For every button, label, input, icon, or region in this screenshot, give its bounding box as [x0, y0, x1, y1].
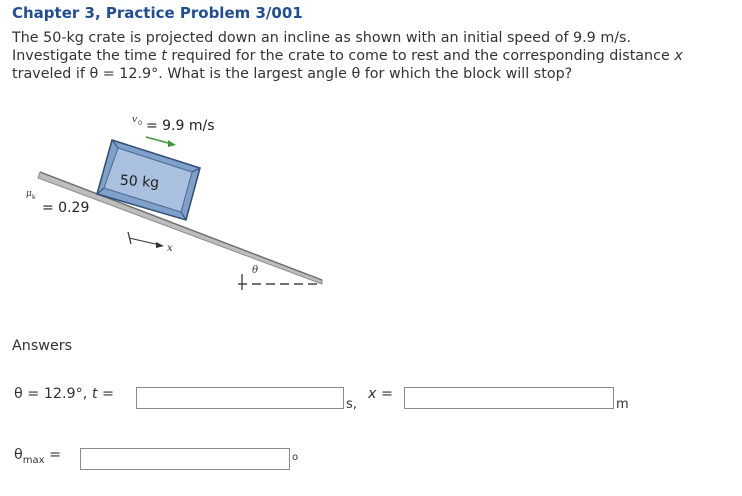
- x-answer-label: [368, 386, 393, 402]
- problem-line-1: The 50-kg crate is projected down an incline as shown with an initial speed of 9.9 m/s.: [12, 30, 632, 46]
- degree-unit: o: [292, 452, 299, 463]
- t-answer-label: [14, 386, 114, 402]
- theta-given: θ = 12.9°,: [14, 386, 88, 402]
- mu-symbol: μ: [26, 189, 32, 199]
- var-x: x: [674, 48, 683, 64]
- v0-symbol: v: [132, 115, 138, 125]
- theta-max-label: [14, 447, 61, 466]
- problem-line-2: [12, 47, 732, 65]
- equals-sign: =: [102, 386, 115, 402]
- x-unit: m: [616, 397, 629, 412]
- mass-label: 50 kg: [119, 172, 160, 192]
- page-title: Chapter 3, Practice Problem 3/001: [12, 4, 303, 22]
- t-unit: s,: [346, 397, 357, 412]
- mu-subscript: k: [32, 193, 36, 201]
- var-t: t: [91, 386, 98, 402]
- theta-symbol: θ: [14, 447, 23, 463]
- velocity-arrowhead: [168, 140, 176, 147]
- theta-max-input[interactable]: [80, 448, 290, 470]
- distance-input[interactable]: [404, 387, 614, 409]
- x-arrow: [129, 238, 160, 245]
- incline-figure: [0, 108, 360, 308]
- equals-sign: =: [381, 386, 393, 402]
- equals-sign: =: [49, 447, 62, 463]
- problem-text: required for the crate to come to rest and the corresponding distance: [166, 48, 675, 64]
- x-label: x: [167, 243, 173, 254]
- problem-line-3: traveled if θ = 12.9°. What is the largest angle θ for which the block will stop?: [12, 66, 573, 82]
- time-input[interactable]: [136, 387, 344, 409]
- v0-subscript: 0: [138, 119, 143, 127]
- problem-statement: [12, 29, 732, 83]
- var-t: t: [161, 48, 167, 64]
- x-arrowhead: [156, 242, 164, 248]
- theta-label: θ: [252, 265, 259, 276]
- answers-heading: Answers: [12, 338, 73, 354]
- mu-value: = 0.29: [42, 200, 90, 216]
- problem-text: Investigate the time: [12, 48, 162, 64]
- max-subscript: max: [22, 454, 45, 466]
- v0-value: = 9.9 m/s: [146, 118, 215, 134]
- var-x: x: [368, 386, 377, 402]
